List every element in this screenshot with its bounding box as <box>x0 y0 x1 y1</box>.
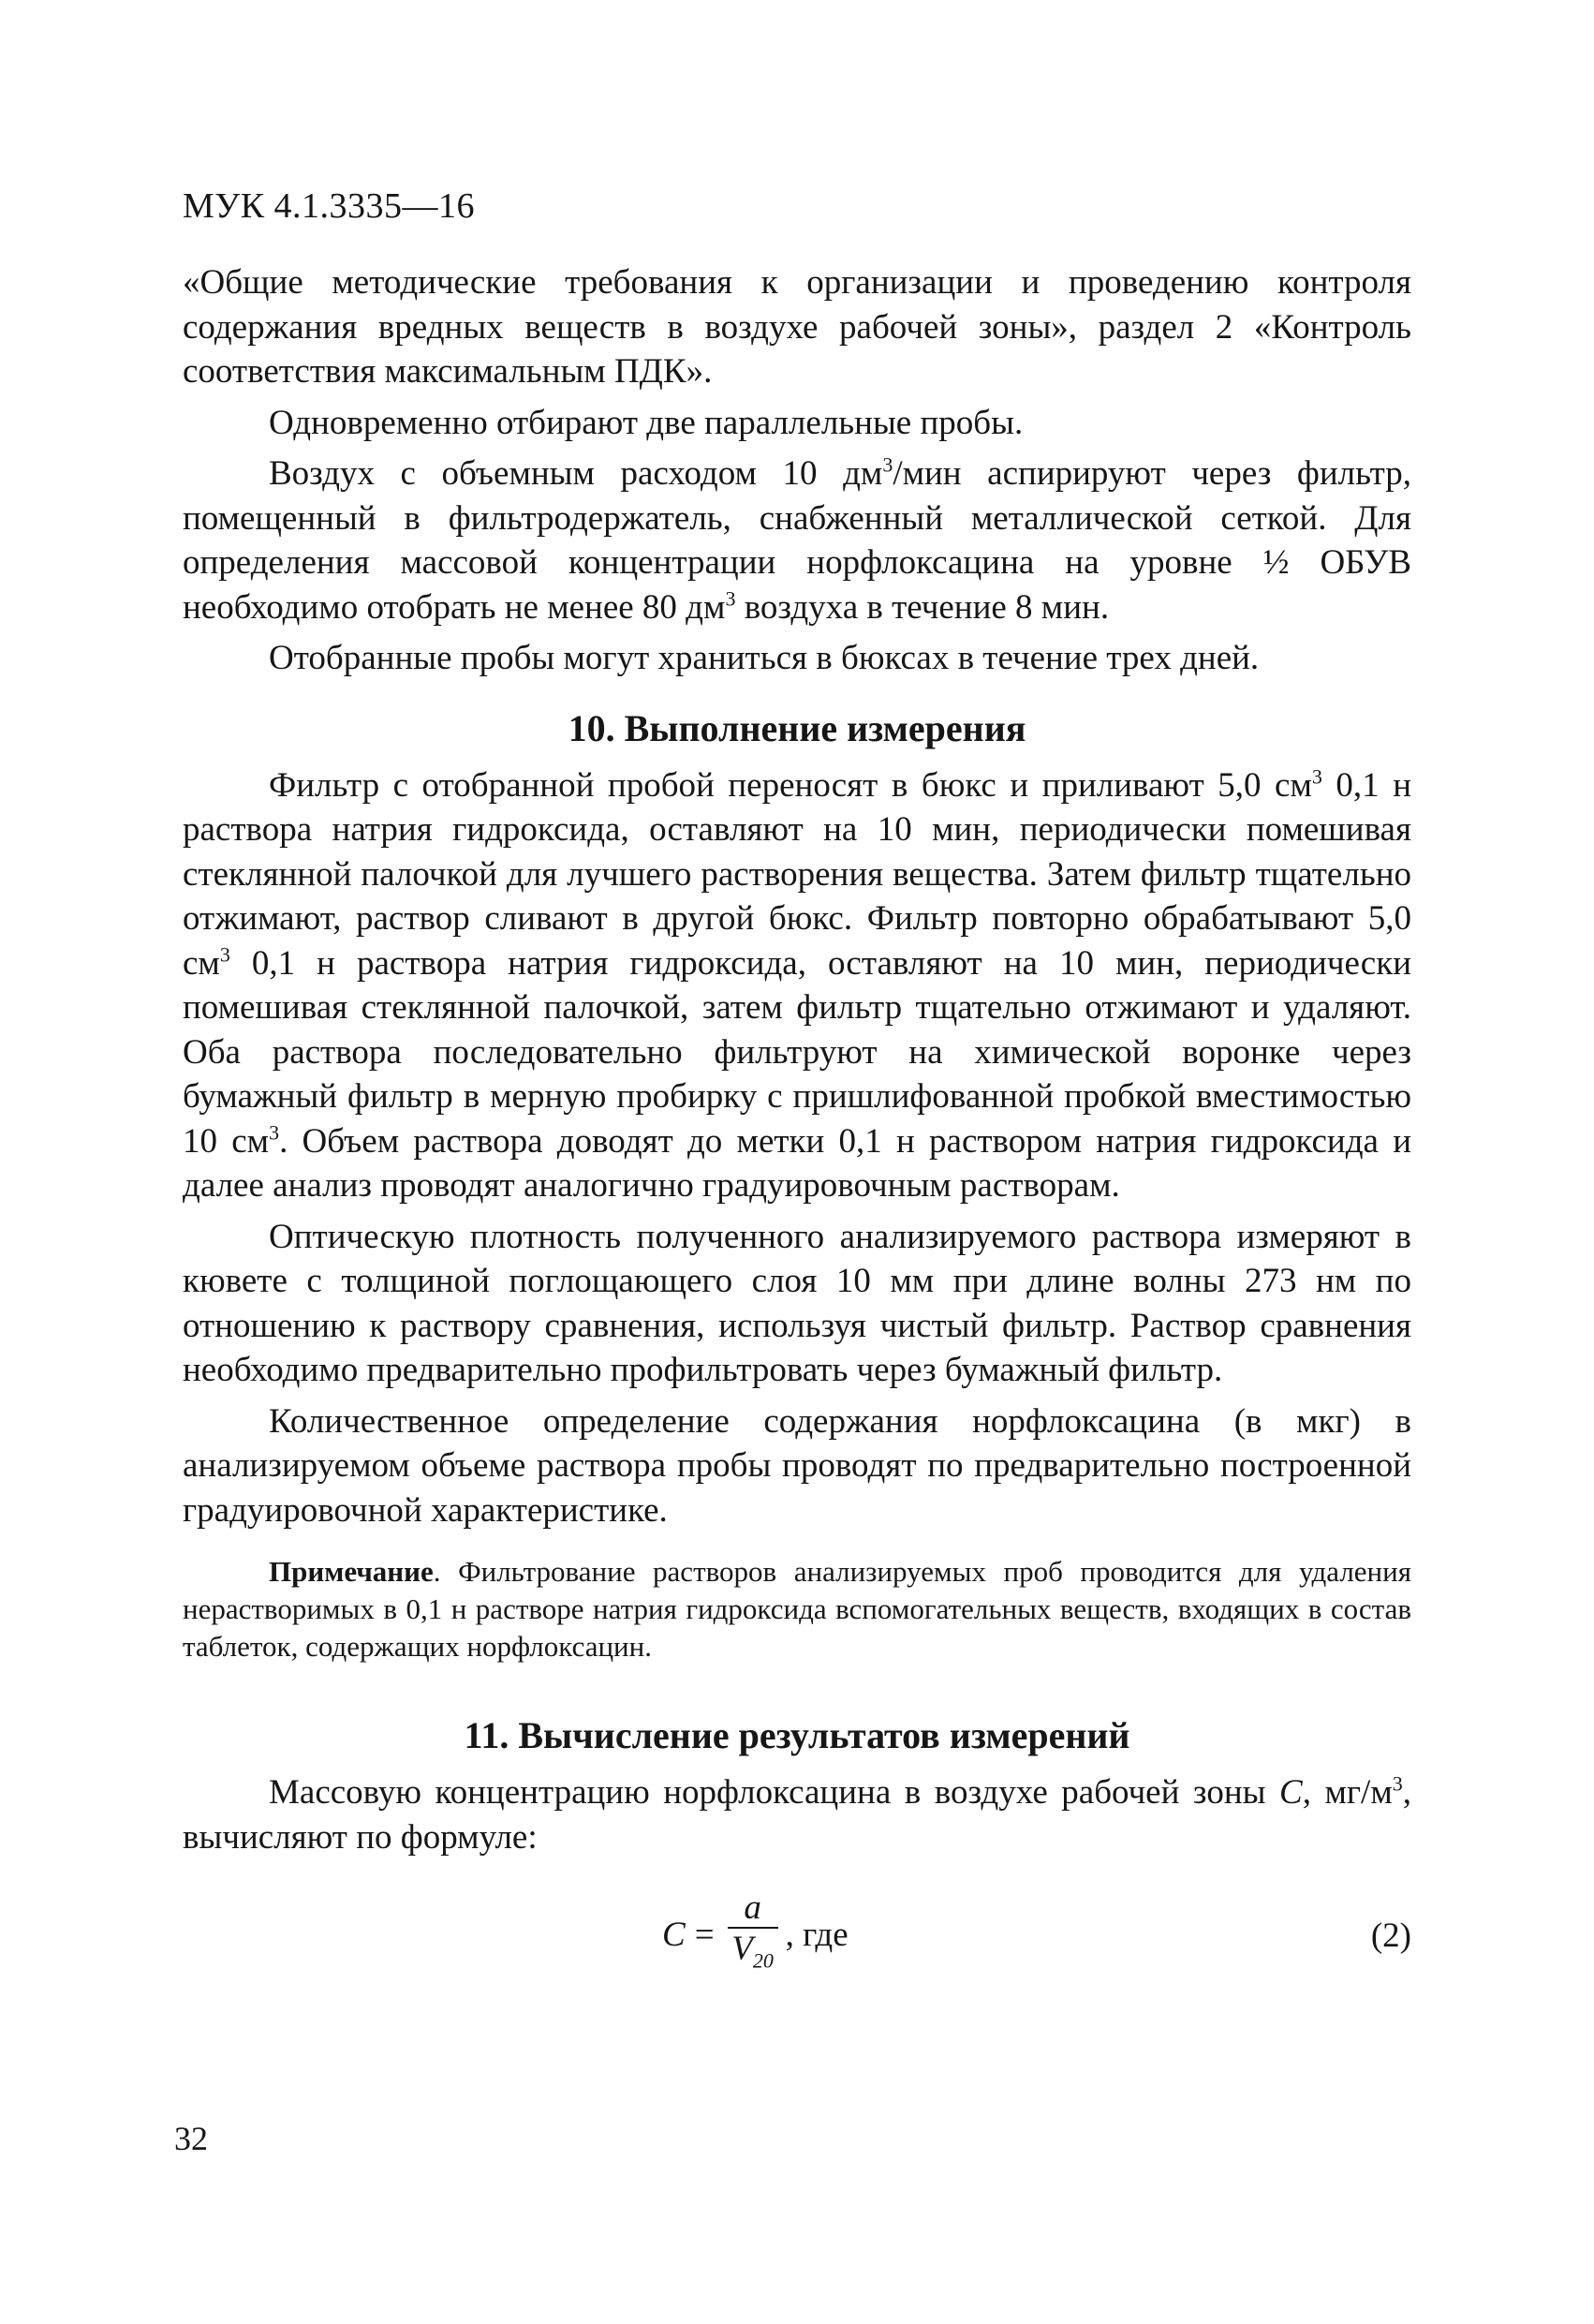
paragraph-storage: Отобранные пробы могут храниться в бюксах в течение трех дней. <box>269 639 1260 677</box>
formula-2 <box>662 1889 849 1981</box>
paragraph-parallel-samples: Одновременно отбирают две параллельные пробы. <box>269 403 1024 442</box>
note-paragraph <box>183 1553 1411 1665</box>
denominator-subscript: 20 <box>752 1948 774 1973</box>
variable-c: С <box>1279 1773 1303 1812</box>
text-run: Фильтр с отобранной пробой переносят в бюкс и приливают 5,0 см <box>269 765 1312 805</box>
page-body <box>183 260 1411 1991</box>
text-run: 0,1 н раствора натрия гидроксида, оставляют на 10 мин, периодически помешивая стеклянной палочкой для лучшего растворения вещества. Затем фильтр тщательно отжимают, раствор сливают в другой бюкс. Фильтр повторно обрабатывают 5,0 см <box>183 765 1411 983</box>
note-label: Примечание <box>269 1555 434 1588</box>
superscript: 3 <box>219 942 230 967</box>
formula-block <box>183 1878 1411 1991</box>
fraction-denominator <box>731 1929 774 1981</box>
note-text: . Фильтрование растворов анализируемых проб проводится для удаления нерастворимых в 0,1 н растворе натрия гидроксида вспомогательных веществ, входящих в состав таблеток, содержащих норфлоксацин. <box>183 1555 1411 1663</box>
paragraph-measurement-procedure <box>183 763 1411 1208</box>
formula-fraction <box>728 1889 778 1981</box>
denominator-symbol: V <box>731 1930 753 1968</box>
text-run: 0,1 н раствора натрия гидроксида, оставляют на 10 мин, периодически помешивая стеклянной палочкой, затем фильтр тщательно отжимают и удаляют. Оба раствора последовательно фильтруют на химической воронке через бумажный фильтр в мерную пробирку с пришлифованной пробкой вместимостью 10 см <box>183 943 1411 1161</box>
text-run: Массовую концентрацию норфлоксацина в воздухе рабочей зоны <box>269 1773 1279 1812</box>
superscript: 3 <box>725 586 736 611</box>
text-run: Воздух с объемным расходом 10 дм <box>269 454 883 493</box>
text-run: , мг/м <box>1302 1773 1393 1812</box>
section-10-title: 10. Выполнение измерения <box>568 706 1026 749</box>
document-code-header: МУК 4.1.3335—16 <box>183 186 476 226</box>
text-run: воздуха в течение 8 мин. <box>735 587 1110 627</box>
paragraph-quantification: Количественное определение содержания норфлоксацина (в мкг) в анализируемом объеме раствора пробы проводят по предварительно построенной градуировочной характеристике. <box>183 1401 1411 1530</box>
formula-lhs: С <box>662 1916 686 1955</box>
superscript: 3 <box>1392 1771 1403 1796</box>
section-11-title: 11. Вычисление результатов измерений <box>464 1714 1130 1756</box>
paragraph-optical-density: Оптическую плотность полученного анализируемого раствора измеряют в кювете с толщиной поглощающего слоя 10 мм при длине волны 273 нм по отношению к раствору сравнения, используя чистый фильтр. Раствор сравнения необходимо предварительно профильтровать через бумажный фильтр. <box>183 1217 1411 1389</box>
paragraph-calculation-intro <box>183 1770 1411 1859</box>
text-run: /мин аспирируют через фильтр, помещенный в фильтродержатель, снабженный металлической сеткой. Для определения массовой концентрации норфлоксацина на уровне ½ ОБУВ необходимо отобрать не менее 80 дм <box>183 454 1411 627</box>
superscript: 3 <box>1311 764 1322 789</box>
formula-equals: = <box>694 1916 715 1955</box>
paragraph-air-sampling <box>183 451 1411 629</box>
paragraph-reference: «Общие методические требования к организации и проведению контроля содержания вредных веществ в воздухе рабочей зоны», раздел 2 «Контроль соответствия максимальным ПДК». <box>183 263 1411 391</box>
superscript: 3 <box>269 1120 280 1145</box>
text-run: , вычисляют по формуле: <box>183 1773 1411 1857</box>
equation-number: (2) <box>1370 1917 1411 1955</box>
fraction-numerator: a <box>744 1888 761 1927</box>
formula-tail: , где <box>785 1916 849 1955</box>
text-run: . Объем раствора доводят до метки 0,1 н раствором натрия гидроксида и далее анализ проводят аналогично градуировочным растворам. <box>183 1121 1412 1205</box>
page-number: 32 <box>174 2120 208 2157</box>
superscript: 3 <box>882 452 893 477</box>
